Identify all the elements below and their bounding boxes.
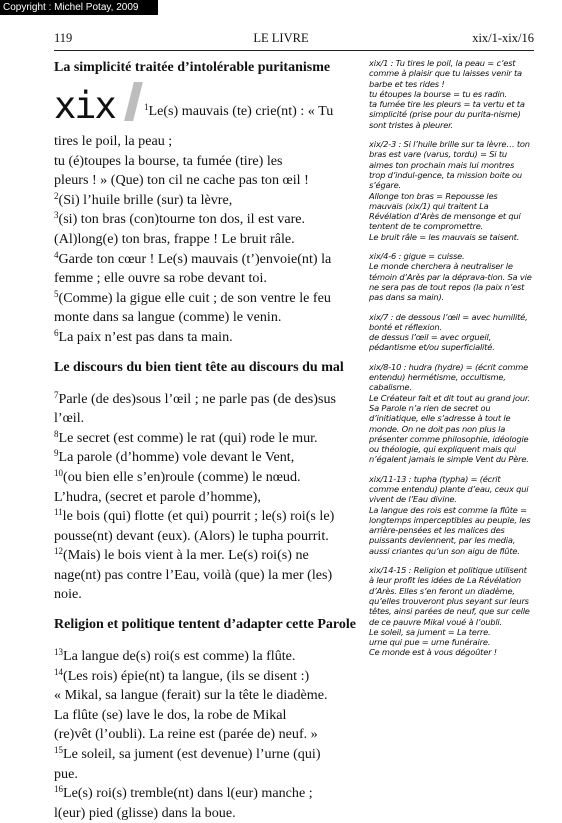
verse-3: $^3$(si) ton bras (con)tourne ton dos, il est vare. <box>54 210 306 228</box>
verse-1-line-3: tu (é)toupes la bourse, ta fumée (tire) les <box>54 152 283 169</box>
verse-number: 1 <box>144 102 149 112</box>
main-text-column <box>54 58 358 823</box>
header-rule <box>54 50 534 51</box>
note-xix-2-3: xix/2-3 : Si l’huile brille sur ta lèvre… ton bras est vare (varus, tordu) = Si tu aimes ton prochain mais lui montres trop d’indul-gence, ta mission boite ou s’égare. Allonge ton bras = Repousse les mauvais (xix/1) qui traitent La Révélation d’Arès de mensonge et qui tentent de te compromettre. Le bruit râle = les mauvais se taisent. <box>369 139 530 242</box>
verse-14-line-2: « Mikal, sa langue (ferait) sur la tête le diadème. <box>54 687 328 704</box>
verse-16-line-2: l(eur) pied (glisse) dans la boue. <box>54 804 236 821</box>
verse-1-line-2: tires le poil, la peau ; <box>54 133 173 149</box>
running-title: LE LIVRE <box>253 31 309 45</box>
verse-4: $^4$Garde ton cœur ! Le(s) mauvais (t’)envoie(nt) la <box>54 249 332 267</box>
note-xix-11-13: xix/11-13 : tupha (typha) = (écrit comme entendu) plante d’eau, ceux qui vivent de l’Eau divine. La langue des rois est comme la flûte = longtemps imperceptibles au peuple, les arrière-pensées et les malices des puissants deviennent, par les media, aussi criantes qu’un son aigu de flûte. <box>369 473 531 556</box>
section-title-discourse: Le discours du bien tient tête au discours du mal <box>54 359 344 375</box>
verse-6: $^6$La paix n’est pas dans ta main. <box>54 327 233 345</box>
verse-3-line-2: (Al)long(e) ton bras, frappe ! Le bruit râle. <box>54 230 295 247</box>
verse-5-line-2: monte dans sa langue (comme) le venin. <box>54 309 282 326</box>
note-xix-8-10: xix/8-10 : hudra (hydre) = (écrit comme entendu) hermétisme, occultisme, cabalisme. Le Créateur fait et dit tout au grand jour. Sa Parole n’a rien de secret ou d’initiatique, elle s’adresse à tout le monde. On ne doit pas non plus la présenter comme philosophie, idéologie ou théologie, qui expliquent mais qui n’égalent jamais le simple Vent du Père. <box>369 361 530 465</box>
note-xix-1: xix/1 : Tu tires le poil, la peau = c’est comme à plaisir que tu laisses venir ta barbe et tes rides ! tu étoupes la bourse = tu es radin. ta fumée tire les pleurs = ta vertu et ta simplicité (prise pour du purita-nisme) sont tristes à pleurer. <box>369 58 525 130</box>
section-title-simplicity: La simplicité traitée d’intolérable puritanisme <box>54 60 331 75</box>
verse-11-line-2: pousse(nt) devant (eux). (Alors) le tupha pourrit. <box>54 527 329 544</box>
verse-12-line-3: noie. <box>54 586 82 603</box>
verse-9: $^9$La parole (d’homme) vole devant le Vent, <box>54 448 295 466</box>
verse-10: $^{10}$(ou bien elle s’en)roule (comme) le nœud. <box>54 467 301 485</box>
verse-13: $^{13}$La langue de(s) roi(s est comme) la flûte. <box>54 647 296 665</box>
verse-10-line-2: L’hudra, (secret et parole d’homme), <box>54 488 261 505</box>
verse-1-line-1: $^1$Le(s) mauvais (te) crie(nt) : « Tu <box>144 102 334 119</box>
verse-2: $^2$(Si) l’huile brille (sur) ta lèvre, <box>54 190 233 208</box>
verse-4-line-2: femme ; elle ouvre sa robe devant toi. <box>54 270 267 287</box>
page-number: 119 <box>54 31 73 45</box>
note-xix-7: xix/7 : de dessous l’œil = avec humilité, bonté et réflexion. de dessus l’œil = avec orgueil, pédantisme et/ou superficialité. <box>369 311 528 353</box>
verse-5: $^5$(Comme) la gigue elle cuit ; de son ventre le feu <box>54 288 331 306</box>
chapter-opening <box>54 84 358 132</box>
verse-7-line-2: l’œil. <box>54 410 85 427</box>
verse-12-line-2: nage(nt) pas contre l’Eau, voilà (que) la mer (les) <box>54 566 333 583</box>
verse-15-line-2: pue. <box>54 765 78 782</box>
verse-14-line-4: (re)vêt (l’oubli). La reine est (parée de) neuf. » <box>54 726 318 743</box>
verse-14: $^{14}$(Les rois) épie(nt) ta langue, (ils se disent :) <box>54 666 310 684</box>
verse-8: $^8$Le secret (est comme) le rat (qui) rode le mur. <box>54 428 318 446</box>
verse-16: $^{16}$Le(s) roi(s) tremble(nt) dans l(eur) manche ; <box>54 784 313 802</box>
note-xix-4-6: xix/4-6 : gigue = cuisse. Le monde cherchera à neutraliser le témoin d’Arès par la déprava-tion. Sa vie ne sera pas de tout repos (la paix n’est pas dans sa main). <box>369 251 532 303</box>
verse-7: $^7$Parle (de des)sous l’œil ; ne parle pas (de des)sus <box>54 389 336 407</box>
copyright-banner: Copyright : Michel Potay, 2009 <box>0 0 158 15</box>
commentary-column <box>369 58 532 667</box>
verse-14-line-3: La flûte (se) lave le dos, la robe de Mikal <box>54 706 287 723</box>
slash-ornament <box>124 82 143 121</box>
chapter-dropcap: xix <box>54 84 115 127</box>
verse-1-line-4: pleurs ! » (Que) ton cil ne cache pas ton œil ! <box>54 172 309 189</box>
note-xix-14-15: xix/14-15 : Religion et politique utilisent à leur profit les idées de La Révélation d’Arès. Elles s’en feront un diadème, qu’elles trouveront plus seyant sur leurs têtes, ainsi parées de neuf, que sur celle de ce pauvre Mikal voué à l’oubli. Le soleil, sa jument = La terre. urne qui pue = urne funéraire. Ce monde est à vous dégoûter ! <box>369 565 530 658</box>
chapter-reference: xix/1-xix/16 <box>472 31 534 45</box>
verse-12: $^{12}$(Mais) le bois vient à la mer. Le(s) roi(s) ne <box>54 546 309 564</box>
verse-11: $^{11}$le bois (qui) flotte (et qui) pourrit ; le(s) roi(s le) <box>54 507 335 525</box>
verse-15: $^{15}$Le soleil, sa jument (est devenue) l’urne (qui) <box>54 745 321 763</box>
section-title-religion-politics: Religion et politique tentent d’adapter cette Parole <box>54 617 356 633</box>
